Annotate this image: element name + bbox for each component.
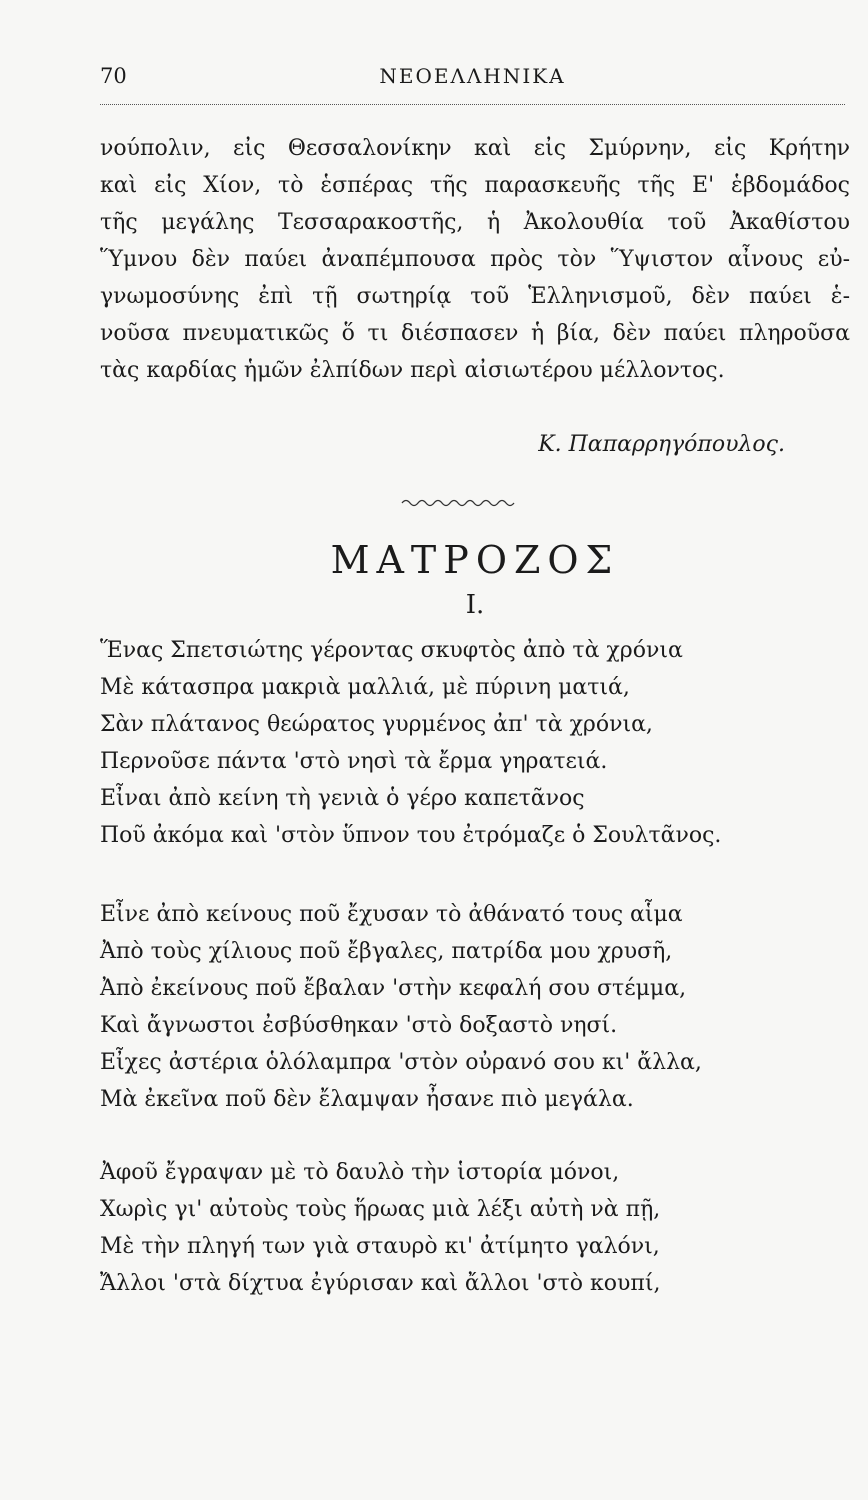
prose-line: τὰς καρδίας ἡμῶν ἐλπίδων περὶ αἰσιωτέρου μέλλοντος. — [100, 358, 725, 383]
verse-line: Ἀπὸ τοὺς χίλιους ποῦ ἔβγαλες, πατρίδα μου χρυσῆ, — [100, 939, 673, 964]
prose-line: Ὕμνου δὲν παύει ἀναπέμπουσα πρὸς τὸν Ὕψιστον αἶνους εὐ- — [100, 247, 850, 272]
page-header — [100, 62, 845, 102]
stanza — [100, 632, 850, 854]
prose-line: νούπολιν, εἰς Θεσσαλονίκην καὶ εἰς Σμύρνην, εἰς Κρήτην — [100, 136, 850, 161]
verse-line: Μὲ τὴν πληγή των γιὰ σταυρὸ κι' ἀτίμητο γαλόνι, — [100, 1234, 660, 1259]
verse-line: Εἶναι ἀπὸ κείνη τὴ γενιὰ ὁ γέρο καπετᾶνος — [100, 786, 585, 811]
prose-line: τῆς μεγάλης Τεσσαρακοστῆς, ἡ Ἀκολουθία τοῦ Ἀκαθίστου — [100, 210, 850, 235]
verse-line: Ἀφοῦ ἔγραψαν μὲ τὸ δαυλὸ τὴν ἱστορία μόνοι, — [100, 1160, 620, 1185]
author-signature: Κ. Παπαρρηγόπουλος. — [538, 432, 785, 457]
prose-line: γνωμοσύνης ἐπὶ τῇ σωτηρίᾳ τοῦ Ἑλληνισμοῦ, δὲν παύει ἑ- — [100, 284, 850, 309]
header-rule — [100, 104, 845, 105]
prose-line: νοῦσα πνευματικῶς ὅ τι διέσπασεν ἡ βία, δὲν παύει πληροῦσα — [100, 321, 850, 346]
ornamental-divider — [400, 496, 520, 508]
running-head: ΝΕΟΕΛΛΗΝΙΚΑ — [379, 64, 566, 88]
section-number: I. — [465, 590, 485, 620]
stanza — [100, 896, 850, 1118]
page-number: 70 — [100, 64, 127, 88]
verse-line: Εἶχες ἀστέρια ὁλόλαμπρα 'στὸν οὐρανό σου κι' ἄλλα, — [100, 1050, 702, 1075]
verse-line: Ποῦ ἀκόμα καὶ 'στὸν ὕπνον του ἐτρόμαζε ὁ Σουλτᾶνος. — [100, 823, 722, 848]
prose-paragraph — [100, 130, 850, 389]
verse-line: Σὰν πλάτανος θεώρατος γυρμένος ἀπ' τὰ χρόνια, — [100, 712, 653, 737]
stanza — [100, 1154, 850, 1302]
verse-line: Ἀπὸ ἐκείνους ποῦ ἔβαλαν 'στὴν κεφαλή σου στέμμα, — [100, 976, 687, 1001]
verse-line: Μὰ ἐκεῖνα ποῦ δὲν ἔλαμψαν ἦσανε πιὸ μεγάλα. — [100, 1087, 634, 1112]
verse-line: Ἄλλοι 'στὰ δίχτυα ἐγύρισαν καὶ ἄλλοι 'στὸ κουπί, — [100, 1271, 661, 1296]
prose-line: καὶ εἰς Χίον, τὸ ἑσπέρας τῆς παρασκευῆς τῆς Ε' ἑβδομάδος — [100, 173, 850, 198]
verse-line: Μὲ κάτασπρα μακριὰ μαλλιά, μὲ πύρινη ματιά, — [100, 675, 630, 700]
verse-line: Ἕνας Σπετσιώτης γέροντας σκυφτὸς ἀπὸ τὰ χρόνια — [100, 638, 683, 663]
verse-line: Εἶνε ἀπὸ κείνους ποῦ ἔχυσαν τὸ ἀθάνατό τους αἷμα — [100, 902, 683, 927]
verse-line: Περνοῦσε πάντα 'στὸ νησὶ τὰ ἔρμα γηρατειά. — [100, 749, 608, 774]
verse-line: Χωρὶς γι' αὐτοὺς τοὺς ἥρωας μιὰ λέξι αὐτὴ νὰ πῇ, — [100, 1197, 661, 1222]
verse-line: Καὶ ἄγνωστοι ἐσβύσθηκαν 'στὸ δοξαστὸ νησί. — [100, 1013, 618, 1038]
poem-title: ΜΑΤΡΟΖΟΣ — [330, 538, 620, 582]
